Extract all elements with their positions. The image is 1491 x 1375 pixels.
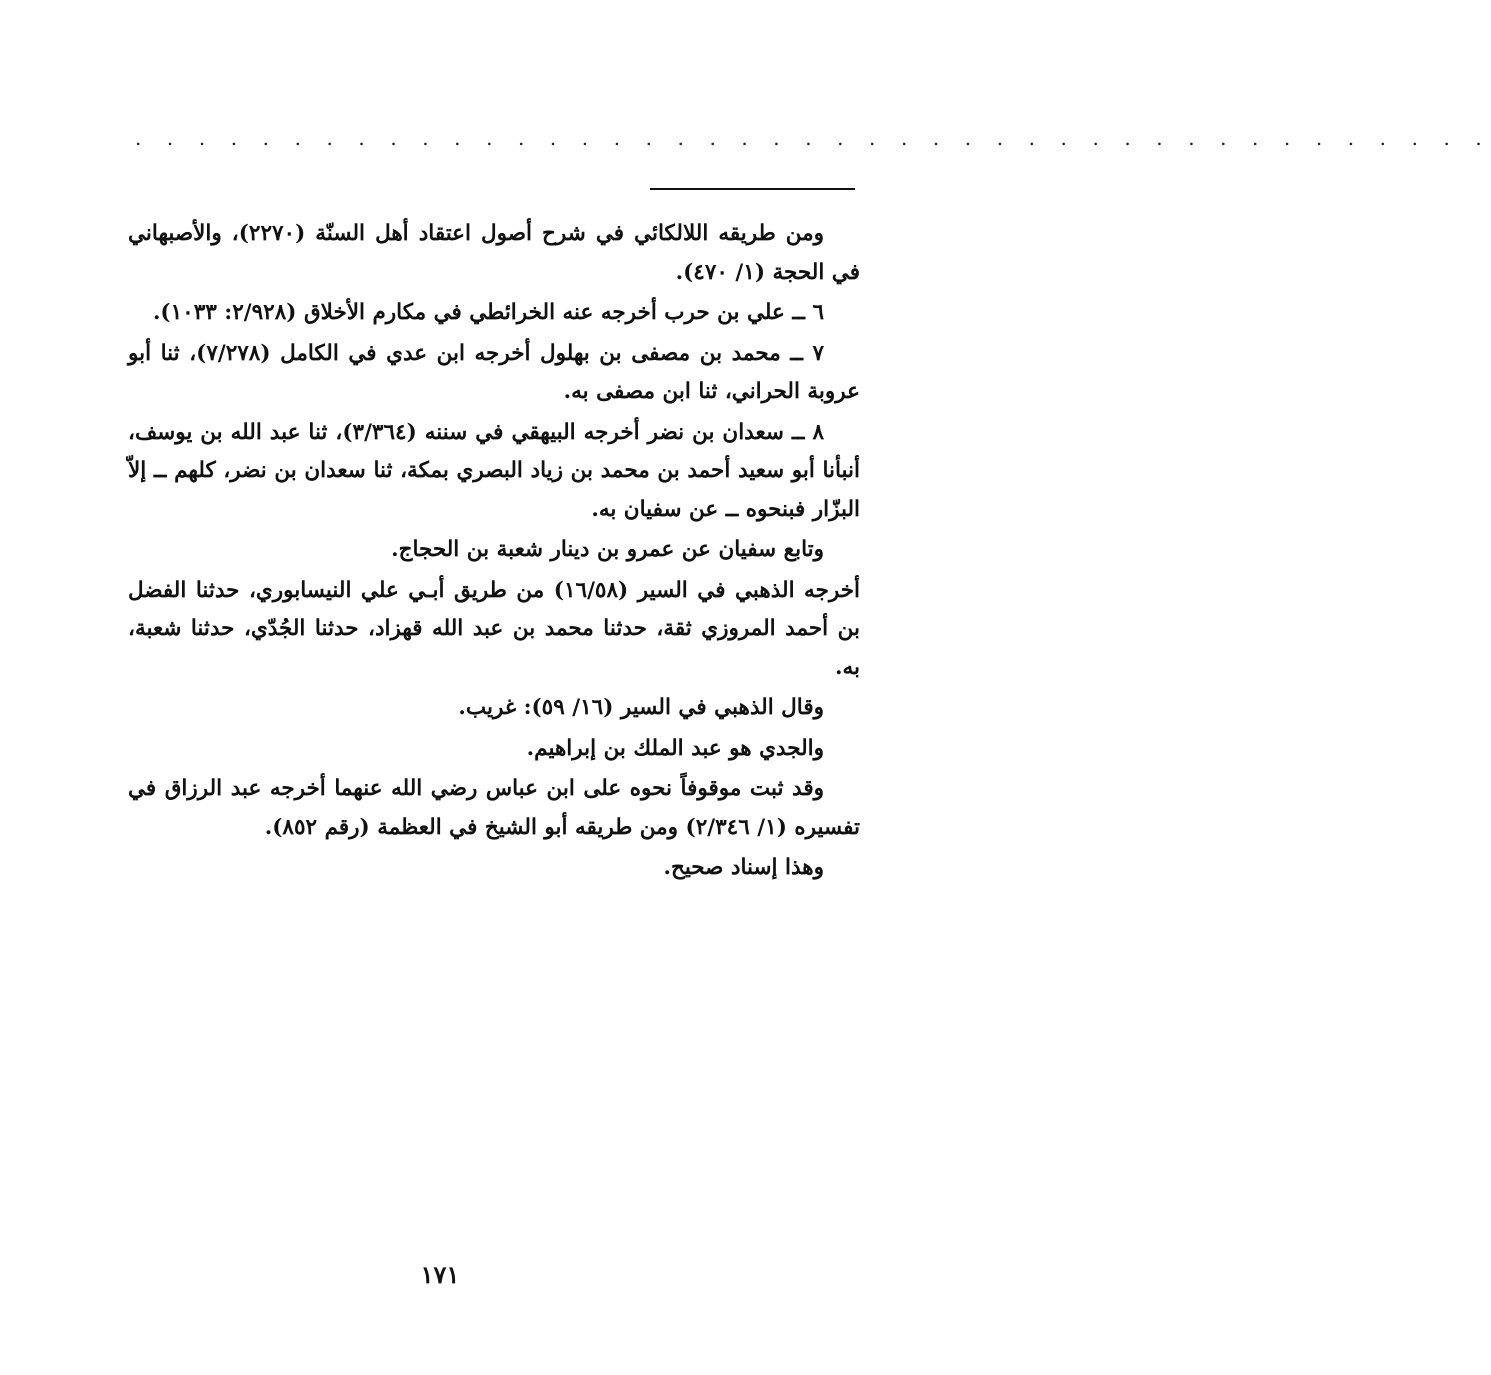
footnote-paragraph: وقد ثبت موقوفاً نحوه على ابن عباس رضي الله عنهما أخرجه عبد الرزاق في تفسيره (١/ ٢/٣٤٦) ومن طريقه أبو الشيخ في العظمة (رقم ٨٥٢). [128,776,860,840]
footnote-paragraph: ومن طريقه اللالكائي في شرح أصول اعتقاد أهل السنّة (٢٢٧٠)، والأصبهاني في الحجة (١/ ٤٧٠). [128,221,860,285]
footnotes [128,215,860,890]
footnote-paragraph: والجدي هو عبد الملك بن إبراهيم. [526,735,824,761]
footnote-paragraph: وهذا إسناد صحيح. [663,855,824,880]
footnote-paragraph: ٨ ــ سعدان بن نضر أخرجه البيهقي في سننه (٣/٣٦٤)، ثنا عبد الله بن يوسف، أنبأنا أبو سعيد أحمد بن محمد بن زياد البصري بمكة، ثنا سعدان بن نضر، كلهم ــ إلاّ البزّار فبنحوه ــ عن سفيان به. [128,419,860,522]
footnote-paragraph: وتابع سفيان عن عمرو بن دينار شعبة بن الحجاج. [391,537,824,562]
footnote-paragraph: ٧ ــ محمد بن مصفى بن بهلول أخرجه ابن عدي في الكامل (٧/٢٧٨)، ثنا أبو عروبة الحراني، ثنا ابن مصفى به. [128,340,860,404]
separator-dots: . . . . . . . . . . . . . . . . . . . . . . . . . . . . . . . . . . . . . . . . . . . [135,126,1491,150]
page-number: ١٧١ [420,1260,460,1289]
footnote-rule [650,188,855,190]
footnote-paragraph: ٦ ــ علي بن حرب أخرجه عنه الخرائطي في مكارم الأخلاق (٢/٩٢٨: ١٠٣٣). [152,300,824,325]
footnote-paragraph: أخرجه الذهبي في السير (١٦/٥٨) من طريق أبـي علي النيسابوري، حدثنا الفضل بن أحمد المروزي ثقة، حدثنا محمد بن عبد الله قهزاد، حدثنا الجُدّي، حدثنا شعبة، به. [128,577,861,680]
footnote-paragraph: وقال الذهبي في السير (١٦/ ٥٩): غريب. [458,695,824,720]
